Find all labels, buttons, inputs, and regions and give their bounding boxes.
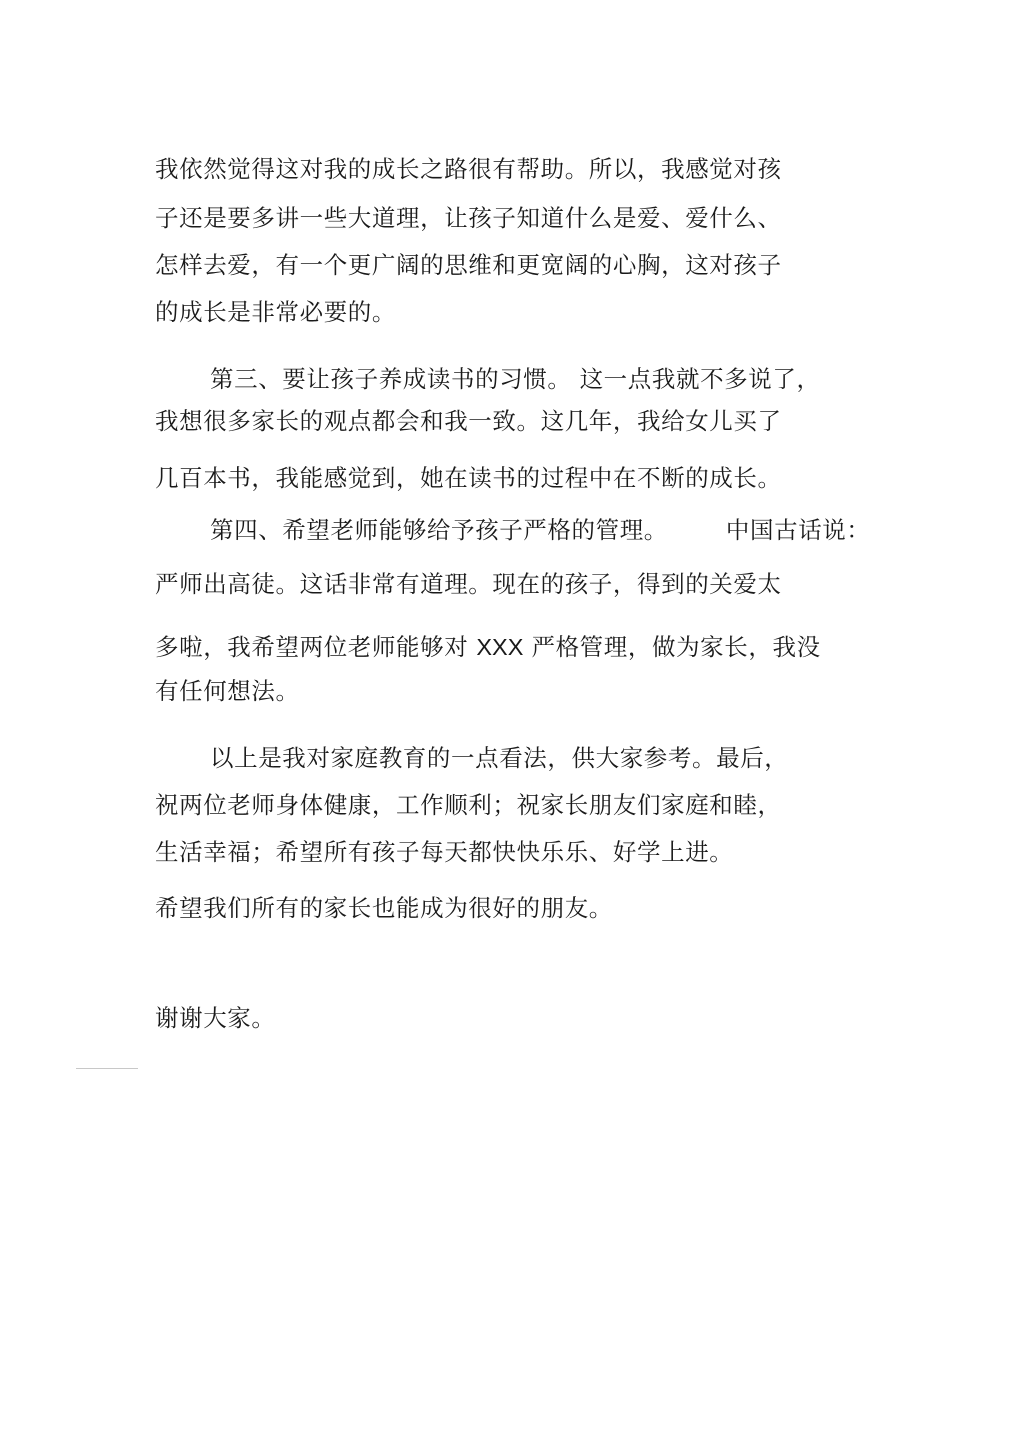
paragraph-text: 严格管理，做为家长，我没	[523, 633, 821, 661]
paragraph-line	[210, 515, 871, 545]
paragraph-line: 子还是要多讲一些大道理，让孩子知道什么是爱、爱什么、	[155, 204, 782, 232]
proverb-intro: 中国古话说：	[725, 516, 871, 544]
paragraph-line: 希望我们所有的家长也能成为很好的朋友。	[155, 894, 613, 922]
paragraph-line: 以上是我对家庭教育的一点看法，供大家参考。最后，	[210, 744, 789, 772]
paragraph-line: 怎样去爱，有一个更广阔的思维和更宽阔的心胸，这对孩子	[155, 251, 782, 279]
paragraph-text: 多啦，我希望两位老师能够对	[155, 633, 477, 661]
footnote-divider	[76, 1068, 138, 1069]
point-four-heading: 第四、希望老师能够给予孩子严格的管理。	[210, 516, 668, 544]
paragraph-line: 的成长是非常必要的。	[155, 298, 396, 326]
paragraph-line	[155, 632, 821, 662]
paragraph-line: 我依然觉得这对我的成长之路很有帮助。所以，我感觉对孩	[155, 155, 782, 183]
paragraph-line: 严师出高徒。这话非常有道理。现在的孩子，得到的关爱太	[155, 570, 782, 598]
paragraph-line: 祝两位老师身体健康，工作顺利；祝家长朋友们家庭和睦，	[155, 791, 782, 819]
paragraph-line: 生活幸福；希望所有孩子每天都快快乐乐、好学上进。	[155, 838, 734, 866]
paragraph-line: 第三、要让孩子养成读书的习惯。 这一点我就不多说了，	[210, 365, 821, 393]
child-name-placeholder: XXX	[476, 634, 524, 660]
paragraph-line: 我想很多家长的观点都会和我一致。这几年，我给女儿买了	[155, 407, 782, 435]
paragraph-line: 几百本书，我能感觉到，她在读书的过程中在不断的成长。	[155, 464, 782, 492]
paragraph-line: 有任何想法。	[155, 677, 300, 705]
thanks-line: 谢谢大家。	[155, 1004, 276, 1032]
